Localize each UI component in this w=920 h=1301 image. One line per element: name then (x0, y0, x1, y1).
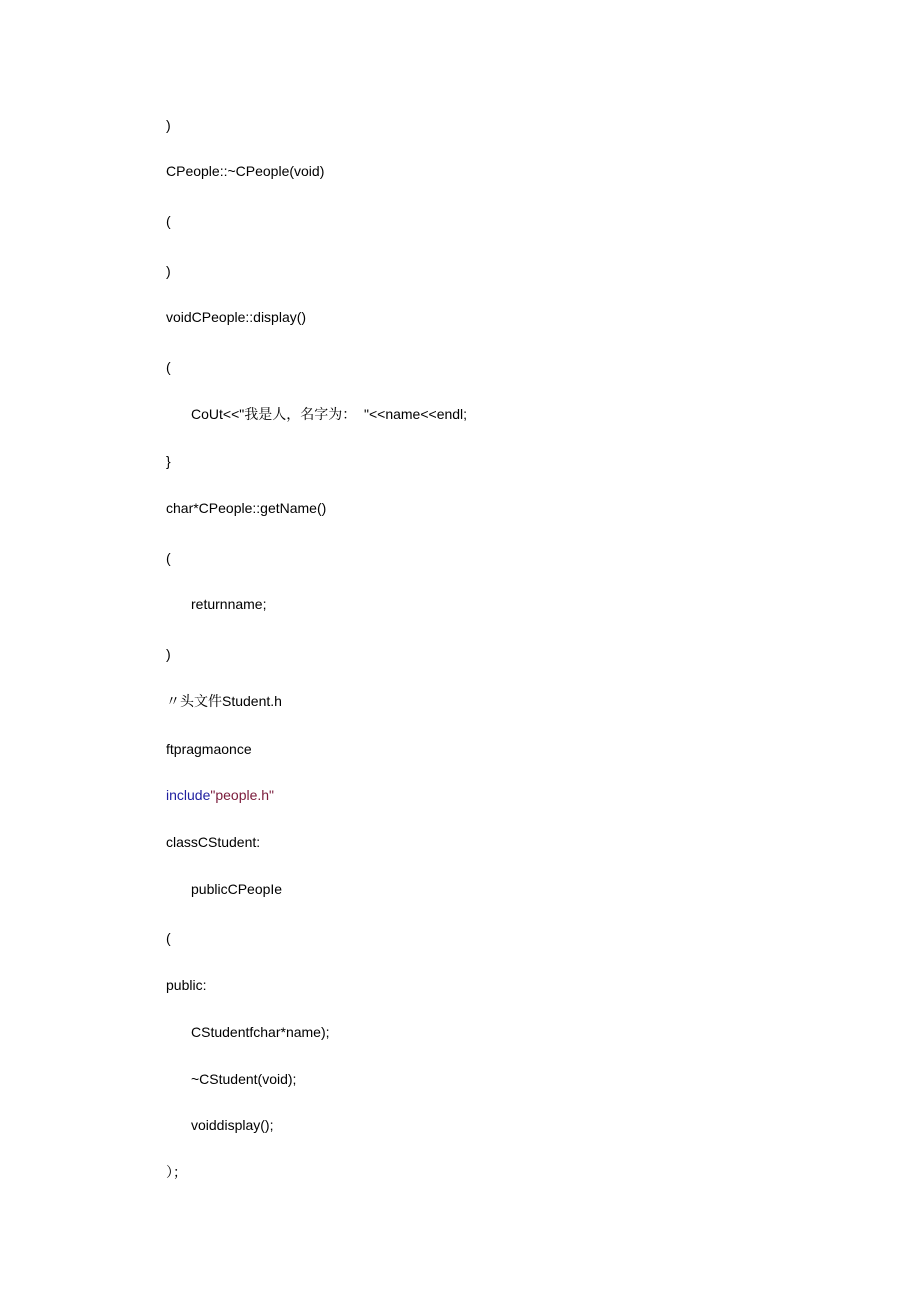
code-line: ）； (166, 1164, 187, 1180)
code-line: voidCPeople::display() (166, 309, 307, 325)
code-line: ( (166, 213, 171, 229)
code-line: CoUt<<"我是人，名字为： "<<name<<endl; (191, 406, 468, 422)
include-string: "people.h" (210, 787, 275, 803)
code-line: public: (166, 977, 207, 993)
code-line: ~CStudent(void); (191, 1071, 297, 1087)
code-line: publicCPeopIe (191, 881, 283, 897)
code-line: ) (166, 117, 171, 133)
code-line: CStudentfchar*name); (191, 1024, 330, 1040)
include-keyword: include (166, 787, 211, 803)
code-line: classCStudent: (166, 834, 261, 850)
code-line: CPeople::~CPeople(void) (166, 163, 325, 179)
code-line: ) (166, 646, 171, 662)
code-line-include (166, 786, 274, 804)
code-line: ftpragmaonce (166, 741, 252, 757)
code-line: } (166, 453, 171, 469)
code-line: ) (166, 263, 171, 279)
code-line: ( (166, 550, 171, 566)
code-line: voiddisplay(); (191, 1117, 274, 1133)
code-line: 〃头文件Student.h (166, 693, 282, 709)
code-line: returnname; (191, 596, 267, 612)
code-line: ( (166, 930, 171, 946)
code-line: ( (166, 359, 171, 375)
code-line: char*CPeople::getName() (166, 500, 327, 516)
